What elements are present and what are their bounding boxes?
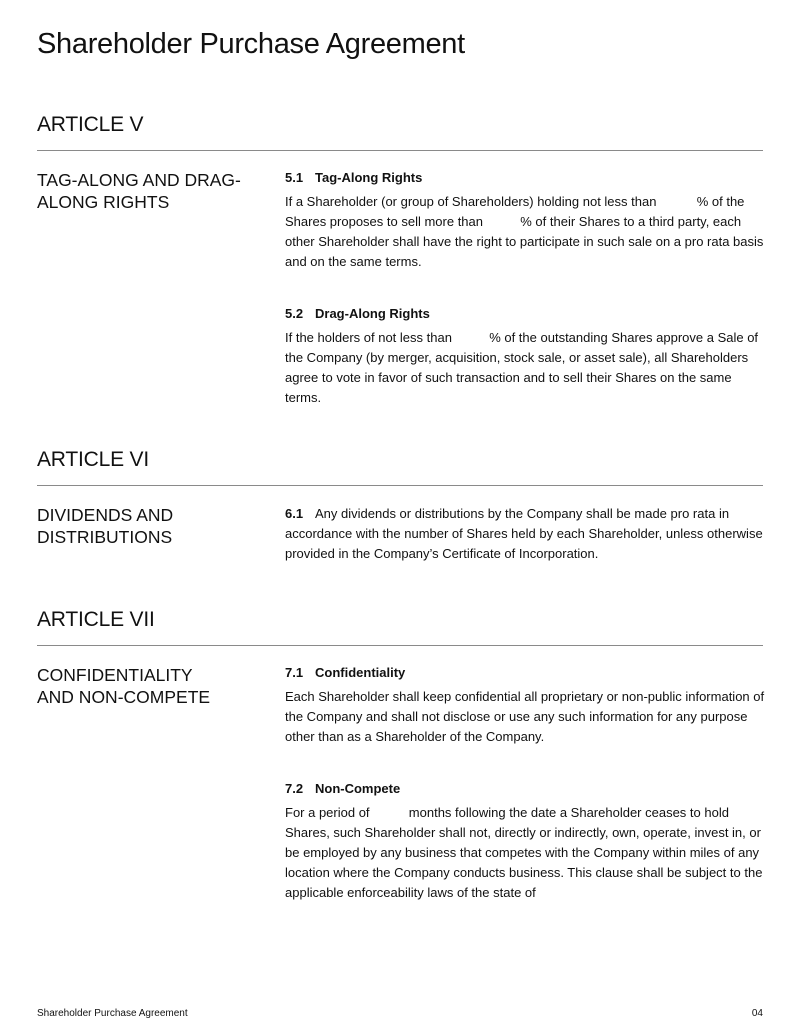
text-segment: months following the date a Shareholder ceases to hold Shares, such Shareholder shall not, directly or indirectly, own, operate, invest in, or be employed by any business that competes with the Company within — [285, 805, 761, 860]
clause-number: 7.1 — [285, 665, 304, 680]
section-title-line: DISTRIBUTIONS — [37, 527, 173, 547]
clause-number: 5.1 — [285, 170, 304, 185]
article-heading: ARTICLE VI — [37, 448, 149, 471]
clause-7-2 — [285, 780, 765, 903]
clause-text — [285, 328, 765, 408]
page-number: 04 — [751, 1008, 763, 1019]
clause-number: 6.1 — [285, 506, 304, 521]
clause-7-1 — [285, 664, 765, 747]
clause-text — [285, 504, 765, 564]
clause-heading — [285, 169, 765, 187]
document-title: Shareholder Purchase Agreement — [37, 28, 465, 60]
text-segment: Any dividends or distributions by the Company shall be made pro rata in accordance with the number of Shares held by each Shareholder, unless otherwise provided in the Company’s Certificate of Incorporation. — [285, 506, 763, 561]
section-title — [37, 169, 267, 213]
footer-document-title: Shareholder Purchase Agreement — [37, 1008, 188, 1019]
section-title-line: DIVIDENDS AND — [37, 505, 174, 525]
article-heading: ARTICLE V — [37, 113, 144, 136]
clause-6-1 — [285, 504, 765, 564]
divider — [37, 645, 763, 646]
clause-5-1 — [285, 169, 765, 272]
clause-heading — [285, 305, 765, 323]
article-v — [37, 113, 764, 405]
section-title-line: AND NON-COMPETE — [37, 687, 211, 707]
section-title — [37, 504, 267, 548]
article-vi — [37, 448, 763, 561]
text-segment: If the holders of not less than — [285, 330, 452, 345]
text-segment: % of the Shares proposes to sell more than — [285, 194, 745, 229]
article-heading: ARTICLE VII — [37, 608, 155, 631]
divider — [37, 150, 763, 151]
clause-heading — [285, 780, 765, 798]
clause-5-2 — [285, 305, 765, 408]
text-segment: For a period of — [285, 805, 370, 820]
clause-title: Drag-Along Rights — [315, 306, 430, 321]
section-title-line: TAG-ALONG AND DRAG- — [37, 170, 241, 190]
section-title — [37, 664, 267, 708]
clause-title: Tag-Along Rights — [315, 170, 423, 185]
section-title-line: CONFIDENTIALITY — [37, 665, 193, 685]
text-segment: % of their Shares to a third party, each other Shareholder shall have the right to participate in such sale on a pro rata basis and on the same terms. — [285, 214, 764, 269]
article-vii — [37, 608, 765, 900]
section-title-line: ALONG RIGHTS — [37, 192, 170, 212]
text-segment: % of the outstanding Shares approve a Sale of the Company (by merger, acquisition, stock sale, or asset sale), all Shareholders agree to vote in favor of such transaction and to sell their Shares on the same terms. — [285, 330, 759, 405]
page-footer — [37, 1008, 763, 1019]
clause-text: Each Shareholder shall keep confidential all proprietary or non-public information of the Company and shall not disclose or use any such information for any purpose other than as a Shareholder of the Company. — [285, 689, 765, 744]
clause-title: Non-Compete — [315, 781, 401, 796]
clause-text — [285, 803, 765, 903]
clause-number: 7.2 — [285, 781, 304, 796]
clause-number: 5.2 — [285, 306, 304, 321]
divider — [37, 485, 763, 486]
text-segment: If a Shareholder (or group of Shareholders) holding not less than — [285, 194, 657, 209]
text-segment: miles of any location where the Company conducts business. This clause shall be subject to the applicable enforceability laws of the state of — [285, 845, 763, 900]
clause-heading — [285, 664, 765, 682]
clause-title: Confidentiality — [315, 665, 406, 680]
article-content — [285, 169, 765, 441]
clause-text — [285, 192, 765, 272]
article-content — [285, 504, 765, 597]
article-content — [285, 664, 765, 936]
